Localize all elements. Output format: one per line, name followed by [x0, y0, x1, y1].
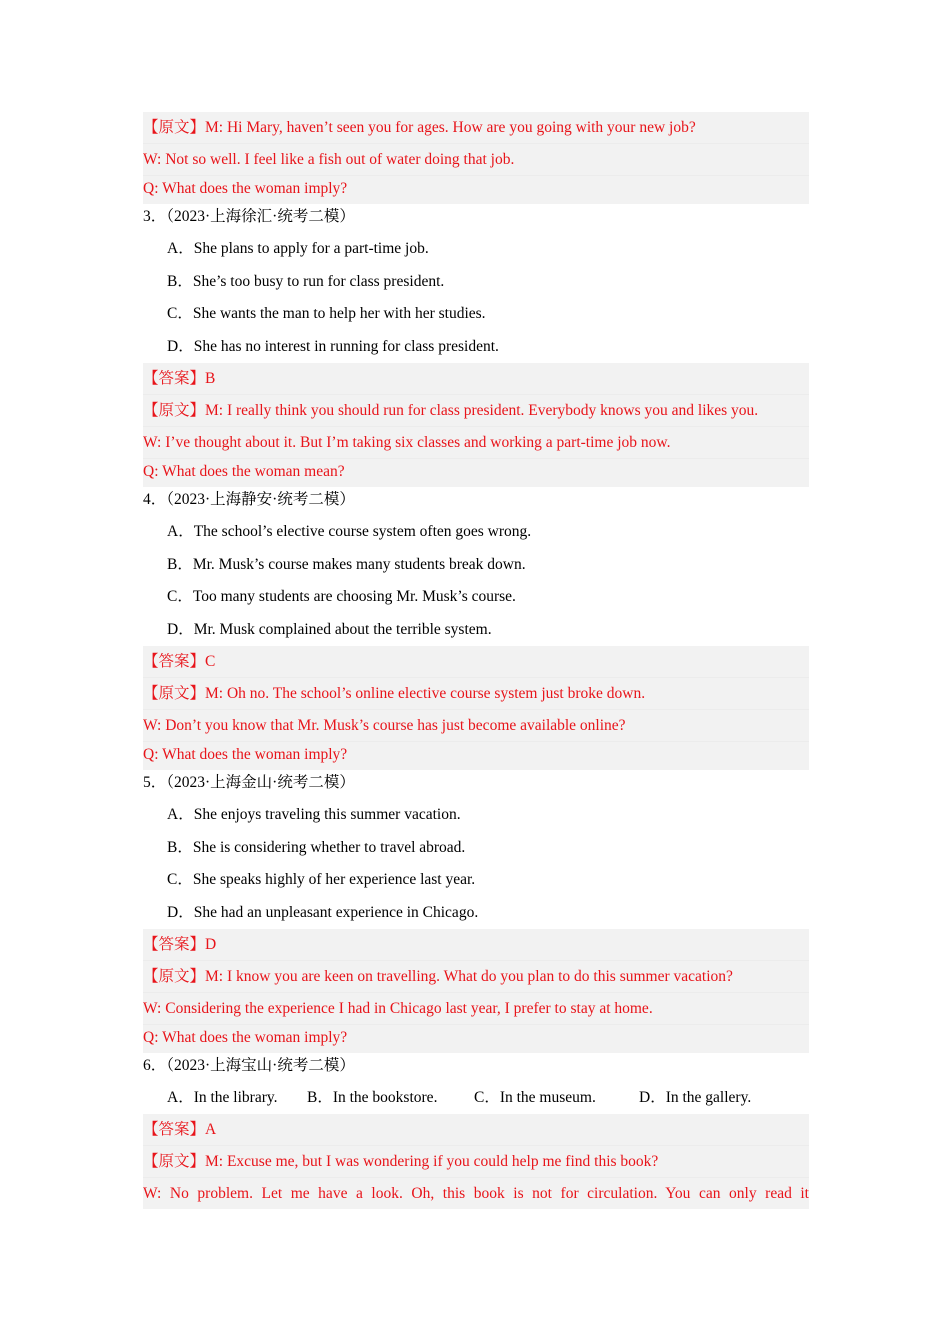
transcript-line: Q: What does the woman imply? [143, 741, 809, 770]
question-header: 6．（2023·上海宝山·统考二模） [143, 1057, 355, 1074]
question-header: 4．（2023·上海静安·统考二模） [143, 491, 355, 508]
option-d: D．She had an unpleasant experience in Chicago. [167, 903, 479, 921]
answer-block [143, 646, 809, 770]
question-6 [143, 1053, 809, 1209]
document-page [143, 112, 809, 1209]
question-header: 3．（2023·上海徐汇·统考二模） [143, 208, 355, 225]
answer-block [143, 1114, 809, 1209]
answer-label: 【答案】A [143, 1121, 217, 1138]
transcript-line: W: I’ve thought about it. But I’m taking six classes and working a part-time job now. [143, 426, 809, 458]
option-c: C．She speaks highly of her experience last year. [167, 871, 476, 888]
option-b: B．Mr. Musk’s course makes many students break down. [167, 555, 526, 573]
question-4 [143, 487, 809, 770]
transcript-line: Q: What does the woman imply? [143, 175, 809, 204]
transcript-line: W: Considering the experience I had in Chicago last year, I prefer to stay at home. [143, 992, 809, 1024]
options-row [143, 1082, 809, 1114]
transcript-line: W: Don’t you know that Mr. Musk’s course has just become available online? [143, 709, 809, 741]
question-3 [143, 204, 809, 487]
question-header: 5．（2023·上海金山·统考二模） [143, 774, 355, 791]
transcript-block-2 [143, 112, 809, 204]
option-a: A．In the library. [167, 1089, 278, 1106]
transcript-line: Q: What does the woman mean? [143, 458, 809, 487]
question-5 [143, 770, 809, 1053]
answer-block [143, 929, 809, 1053]
option-b: B．In the bookstore. [307, 1089, 438, 1106]
option-d: D．She has no interest in running for class president. [167, 337, 499, 355]
answer-label: 【答案】D [143, 936, 217, 953]
transcript-line: W: Not so well. I feel like a fish out of water doing that job. [143, 143, 809, 175]
option-d: D．Mr. Musk complained about the terrible system. [167, 620, 492, 638]
option-c: C．She wants the man to help her with her studies. [167, 305, 486, 322]
option-a: A．She enjoys traveling this summer vacation. [167, 806, 461, 823]
transcript-line: W: No problem. Let me have a look. Oh, this book is not for circulation. You can only read it [143, 1177, 809, 1209]
option-d: D．In the gallery. [639, 1089, 752, 1106]
option-b: B．She is considering whether to travel abroad. [167, 838, 466, 856]
transcript-line: 【原文】M: I really think you should run for class president. Everybody knows you and likes you. [143, 394, 809, 426]
transcript-line: 【原文】M: Hi Mary, haven’t seen you for ages. How are you going with your new job? [143, 119, 696, 136]
answer-label: 【答案】B [143, 370, 216, 387]
answer-label: 【答案】C [143, 653, 216, 670]
option-b: B．She’s too busy to run for class president. [167, 272, 445, 290]
option-a: A．She plans to apply for a part-time job. [167, 240, 429, 257]
transcript-line: 【原文】M: Oh no. The school’s online elective course system just broke down. [143, 677, 809, 709]
transcript-line: 【原文】M: Excuse me, but I was wondering if you could help me find this book? [143, 1145, 809, 1177]
transcript-line: Q: What does the woman imply? [143, 1024, 809, 1053]
transcript-line: 【原文】M: I know you are keen on travelling. What do you plan to do this summer vacation? [143, 960, 809, 992]
option-c: C．Too many students are choosing Mr. Musk’s course. [167, 588, 516, 605]
option-c: C．In the museum. [474, 1089, 596, 1106]
answer-block [143, 363, 809, 487]
option-a: A．The school’s elective course system often goes wrong. [167, 523, 532, 540]
